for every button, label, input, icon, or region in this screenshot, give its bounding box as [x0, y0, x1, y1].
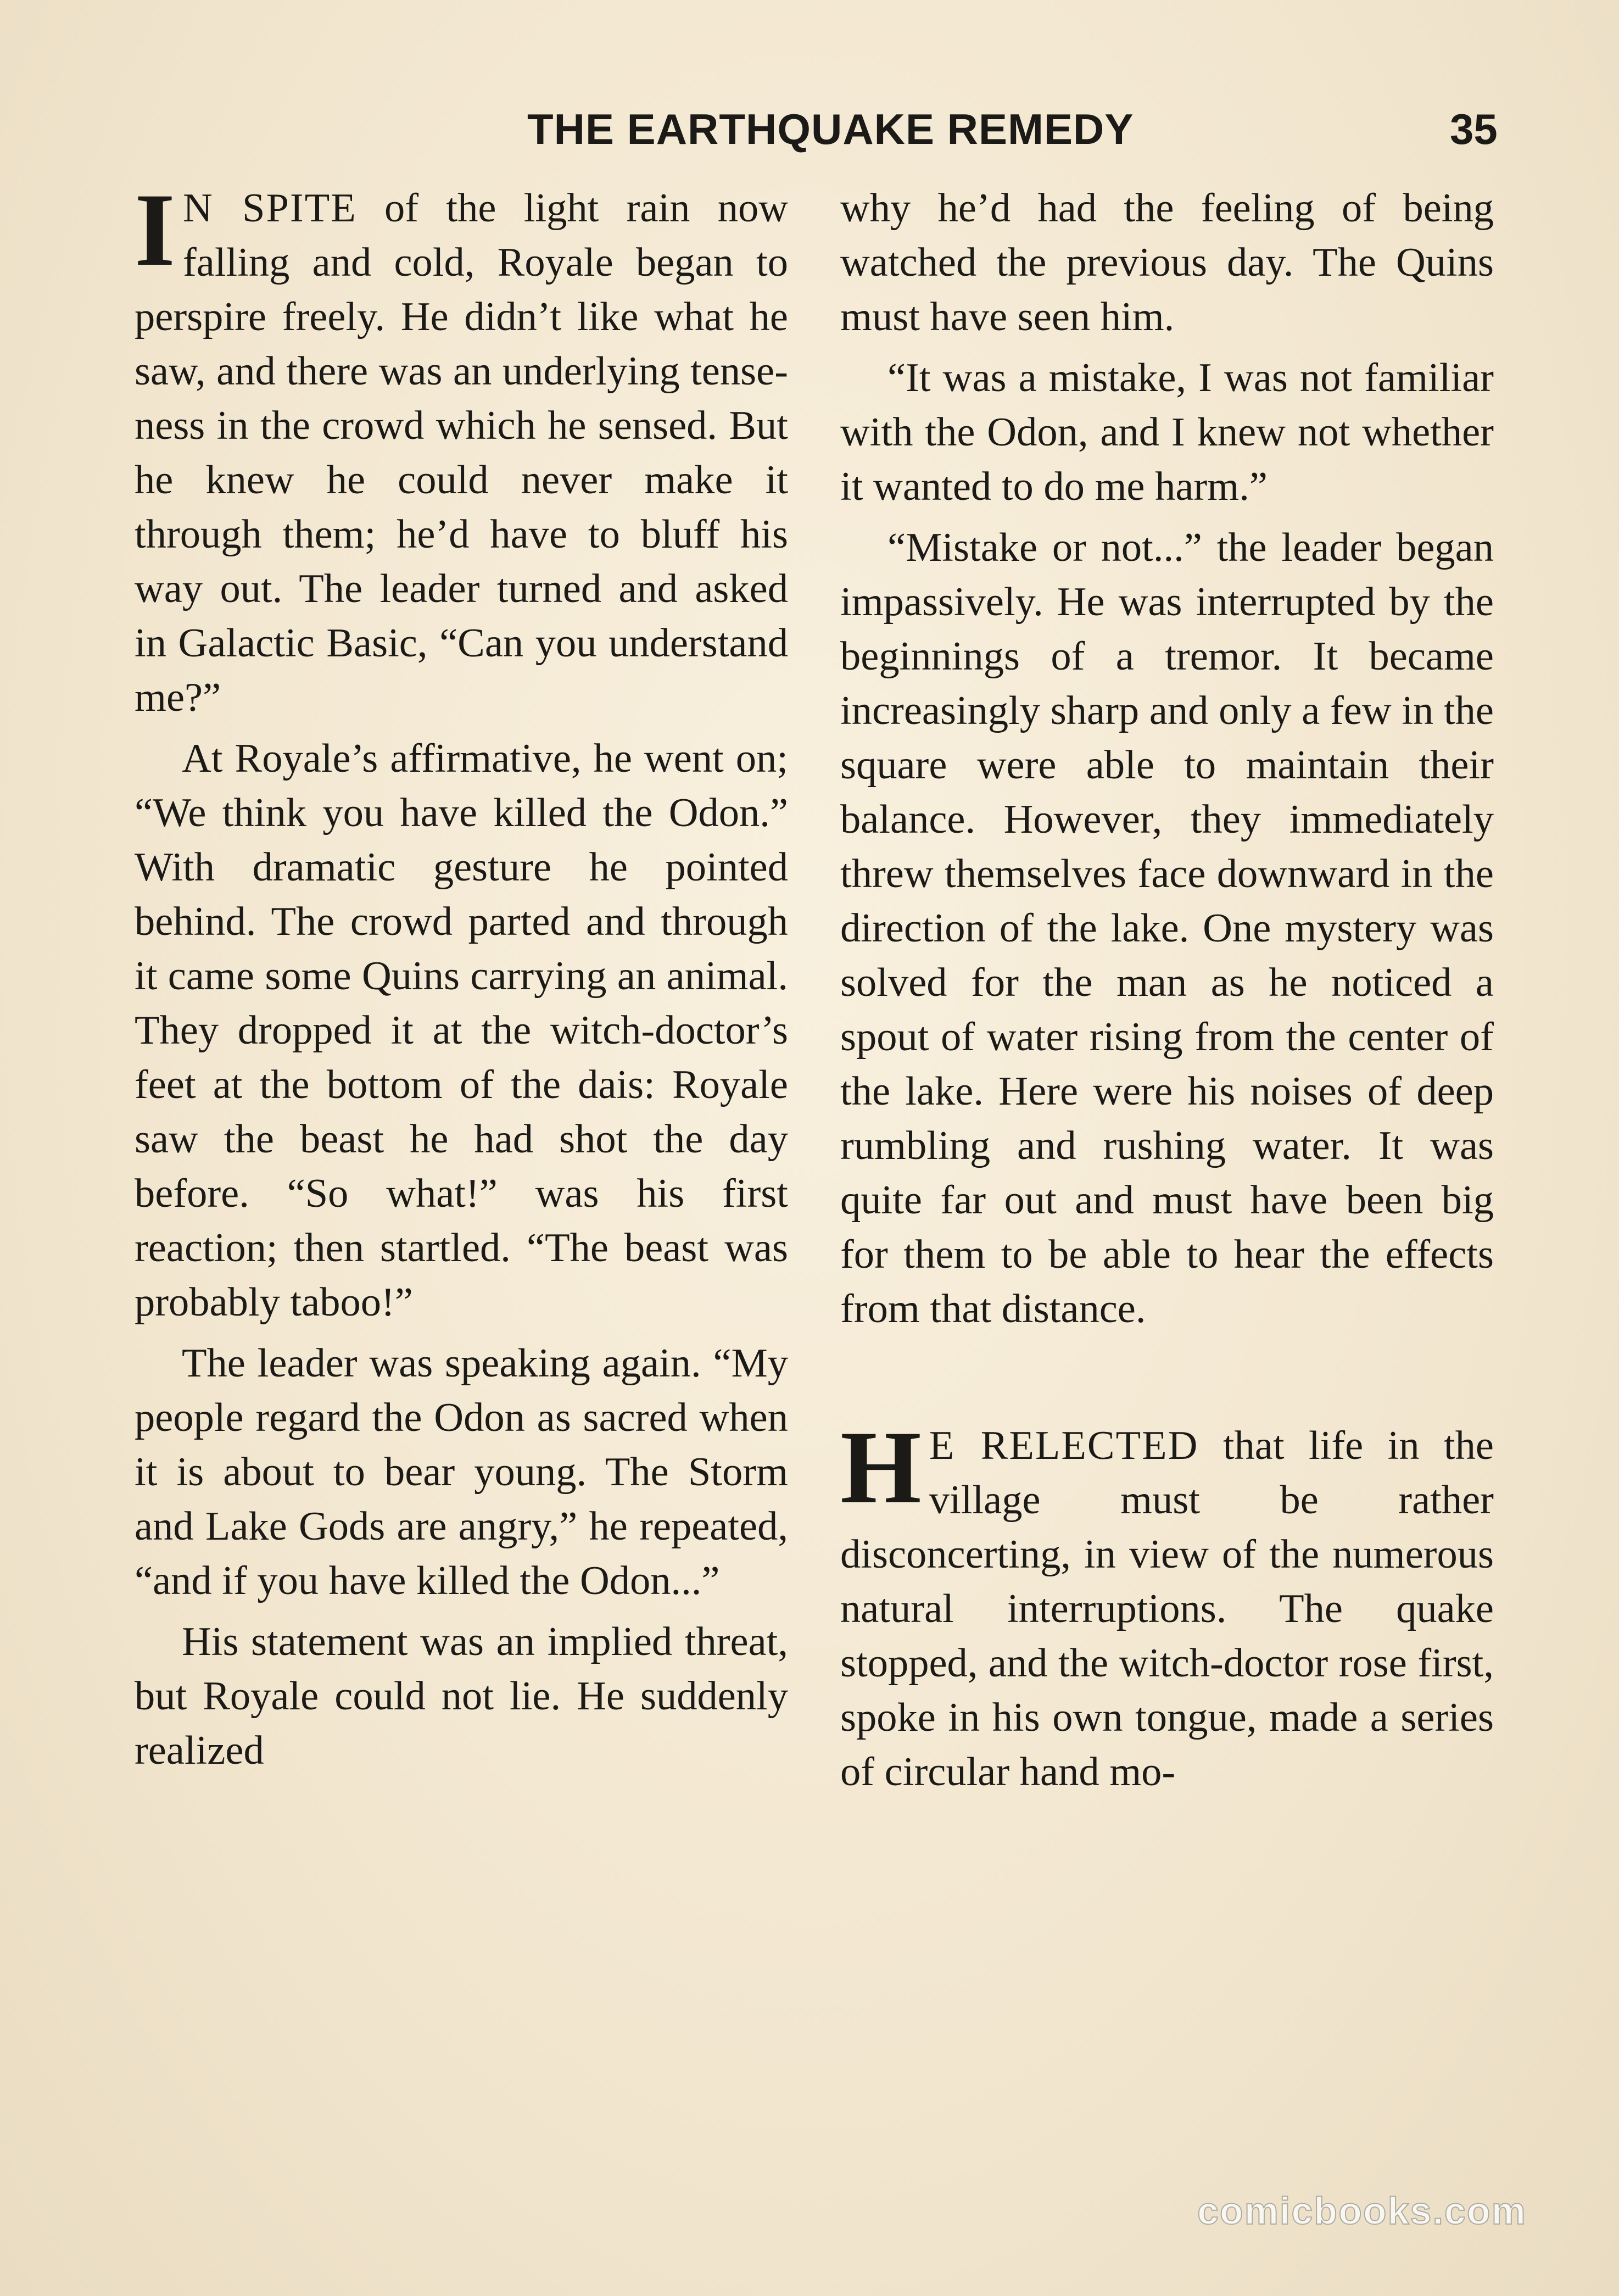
paragraph-2: At Royale’s affirmative, he went on; “We think you have killed the Odon.” With dramatic gesture he pointed behind. The crowd parted and through it came some Quins carrying an animal. They dropped it at the witch-doctor’s feet at the bottom of the dais: Royale saw the beast he had shot the day before. “So what!” was his first reaction; then startled. “The beast was probably taboo!”	[135, 736, 788, 1325]
drop-cap-h: H	[840, 1410, 922, 1525]
paragraph-3: The leader was speaking again. “My people regard the Odon as sacred when it is about to bear young. The Storm and Lake Gods are angry,” he repeated, “and if you have killed the Odon...”	[135, 1341, 788, 1603]
lead-in-text: N SPITE	[182, 186, 357, 231]
paragraph-5: why he’d had the feeling of being watched the previous day. The Quins must have seen him.	[840, 186, 1494, 339]
paragraph-6: “It was a mistake, I was not familiar with the Odon, and I knew not whether it wanted to do me harm.”	[840, 355, 1494, 509]
site-watermark: comicbooks.com	[1197, 2189, 1527, 2232]
paragraph-7: “Mistake or not...” the leader began impassively. He was interrupted by the beginnings of a tremor. It became increasingly sharp and only a few in the square were able to maintain their balance. However, they immediately threw themselves face downward in the direction of the lake. One mystery was solved for the man as he noticed a spout of water rising from the center of the lake. Here were his noises of deep rumbling and rushing water. It was quite far out and must have been big for them to be able to hear the effects from that distance.	[840, 525, 1494, 1331]
paragraph-text: that life in the village must be rather disconcerting, in view of the numerous natural interruptions. The quake stopped, and the witch-doctor rose first, spoke in his own tongue, made a series of circular hand mo-	[840, 1423, 1494, 1795]
running-head	[0, 99, 1619, 159]
chapter-title: THE EARTHQUAKE REMEDY	[527, 105, 1134, 153]
section-break	[840, 1336, 1494, 1419]
paragraph-text: of the light rain now falling and cold, Royale began to perspire freely. He didn’t like what he saw, and there was an underlying tenseness in the crowd which he sensed. But he knew he could never make it through them; he’d have to bluff his way out. The leader turned and asked in Galactic Basic, “Can you understand me?”	[135, 186, 789, 720]
page-number: 35	[1450, 105, 1498, 153]
paragraph-8	[840, 1410, 1494, 1799]
paragraph-4: His statement was an implied threat, but Royale could not lie. He suddenly realized	[135, 1619, 788, 1773]
paragraph-1	[135, 172, 789, 725]
right-column	[840, 181, 1494, 1799]
left-column	[135, 172, 789, 1778]
drop-cap-i: I	[135, 172, 175, 288]
lead-in-text: E RELECTED	[929, 1423, 1199, 1468]
